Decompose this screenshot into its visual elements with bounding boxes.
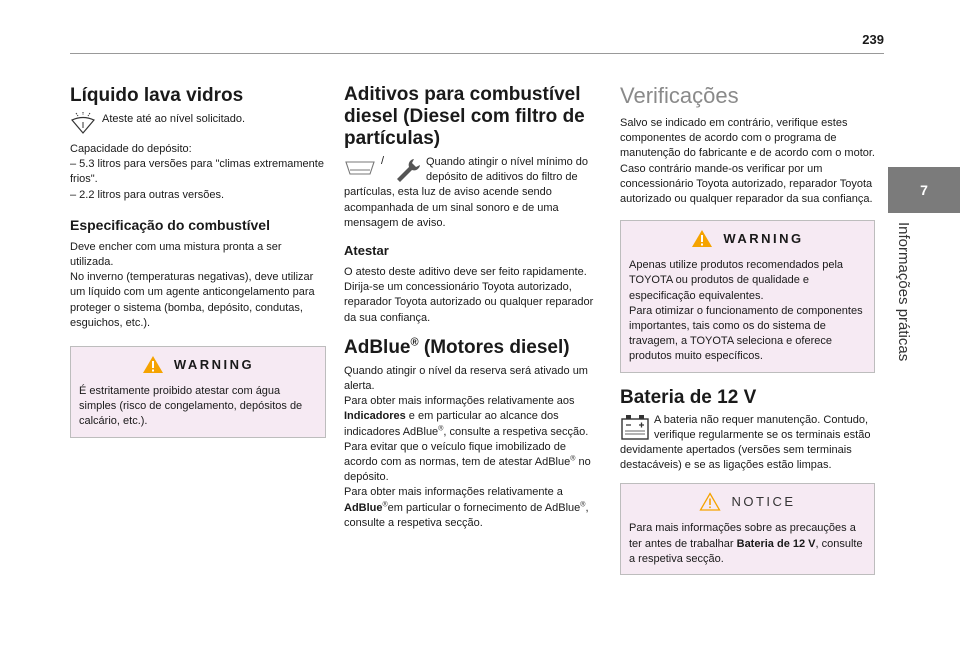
reg-mark: ® (438, 424, 444, 432)
notice-box (620, 483, 875, 575)
notice-title: NOTICE (731, 494, 796, 510)
battery-text: A bateria não requer manutenção. Contudo, verifique regularmente se os terminais estão devidamente apertados (versões sem terminais destacáveis) e se as ligações estão limpas. (620, 413, 871, 472)
reg-mark: ® (410, 336, 419, 349)
column-checks (620, 84, 875, 575)
adblue-p3-a: Para evitar que o veículo fique imobilizado de acordo com as normas, tem de atestar AdBlue (344, 440, 571, 469)
notice-text-c: , consulte a respetiva secção. (629, 537, 863, 565)
adblue-p3 (344, 440, 602, 486)
page-number: 239 (862, 32, 884, 47)
adblue-p4-a: Para obter mais informações relativamente a (344, 486, 563, 499)
warning-box-washer (70, 346, 326, 438)
diesel-additives-heading: Aditivos para combustível diesel (Diesel com filtro de partículas) (344, 84, 585, 149)
washer-icon-line (70, 112, 326, 134)
wrench-icon (394, 157, 422, 185)
warning-triangle-icon (691, 229, 713, 248)
column-diesel-additives (344, 84, 602, 531)
warning-triangle-icon (142, 355, 164, 374)
notice-header (629, 492, 866, 511)
washer-icon-text: Ateste até ao nível solicitado. (102, 113, 246, 125)
checks-intro: Salvo se indicado em contrário, verifique estes componentes de acordo com o programa de manutenção do fabricante e de acordo com o motor. Caso contrário mande-os verificar por um concessionário Toyota autorizado, reparador Toyota autorizado ou qualquer reparador da sua confiança. (620, 117, 875, 206)
adblue-p1: Quando atingir o nível da reserva será ativado um alerta. (344, 364, 588, 393)
warning-box-checks (620, 220, 875, 372)
adblue-heading-rest: (Motores diesel) (418, 336, 570, 358)
additive-intro (344, 155, 602, 231)
reg-mark: ® (570, 455, 576, 463)
fuel-spec-heading: Especificação do combustível (70, 216, 270, 233)
notice-text (629, 521, 866, 567)
reg-mark: ® (382, 501, 388, 508)
header-rule (70, 53, 884, 54)
warning-text: Apenas utilize produtos recomendados pela TOYOTA ou produtos de qualidade e especificação equivalentes. Para otimizar o funcionamento de componentes importantes, tais como os do sistema de travagem, a TOYOTA seleciona e oferece produtos muito específicos. (629, 259, 863, 363)
chapter-number-tab: 7 (888, 167, 960, 213)
notice-triangle-icon (699, 492, 721, 511)
adblue-p4 (344, 485, 602, 531)
reg-mark: ® (580, 501, 586, 508)
column-washer-fluid (70, 84, 326, 438)
warning-header (629, 229, 866, 248)
warning-header (79, 355, 317, 374)
adblue-bold-text: AdBlue (344, 501, 383, 514)
notice-battery-bold: Bateria de 12 V (736, 537, 816, 550)
battery-icon (620, 413, 650, 441)
indicators-link-text: Indicadores (344, 410, 406, 423)
washer-fluid-icon (70, 112, 96, 134)
washer-capacity: Capacidade do depósito: – 5.3 litros para versões para "climas extremamente frios". – 2.2 litros para outras versões. (70, 143, 324, 201)
adblue-heading (344, 336, 602, 359)
atestar-text: O atesto deste aditivo deve ser feito rapidamente. Dirija-se um concessionário Toyota autorizado, reparador Toyota autorizado ou qualquer reparador da sua confiança. (344, 266, 594, 324)
chapter-title (884, 222, 924, 392)
adblue-p2-d: , consulte a respetiva secção. (443, 425, 589, 438)
warning-title: WARNING (173, 357, 255, 373)
adblue-heading-main: AdBlue (344, 336, 411, 358)
atestar-heading: Atestar (344, 243, 389, 259)
adblue-body (344, 364, 602, 531)
battery-section (620, 413, 875, 474)
adblue-p3-b: no depósito. (344, 456, 591, 484)
warning-text: É estritamente proibido atestar com água simples (risco de congelamento, depósitos de calcário, etc.). (79, 385, 303, 428)
battery-heading: Bateria de 12 V (620, 386, 757, 408)
icon-separator: / (381, 155, 385, 167)
washer-fluid-heading: Líquido lava vidros (70, 85, 244, 106)
adblue-p4-c: em particular o fornecimento de AdBlue (387, 501, 581, 514)
adblue-p2-c: e em particular ao alcance dos indicadores AdBlue (344, 410, 559, 438)
fuel-spec-text: Deve encher com uma mistura pronta a ser utilizada. No inverno (temperaturas negativas), deve utilizar um líquido com um agente anticongelamento para proteger o sistema (bomba, depósito, condutas, esguichos, etc.). (70, 240, 315, 329)
adblue-p4-d: , consulte a respetiva secção. (344, 501, 589, 529)
additive-intro-text: Quando atingir o nível mínimo do depósito de aditivos do filtro de partículas, esta luz de aviso acende sendo acompanhada de um sinal sonoro e de uma mensagem de aviso. (344, 156, 589, 229)
adblue-p2 (344, 394, 602, 440)
warning-title: WARNING (723, 231, 804, 247)
additive-icons (344, 155, 426, 183)
checks-heading: Verificações (620, 83, 739, 108)
additive-level-icon (344, 158, 376, 178)
notice-text-a: Para mais informações sobre as precauções a ter antes de trabalhar (629, 522, 856, 550)
chapter-title-text: Informações práticas (895, 222, 912, 362)
adblue-p2-a: Para obter mais informações relativamente aos (344, 395, 575, 408)
